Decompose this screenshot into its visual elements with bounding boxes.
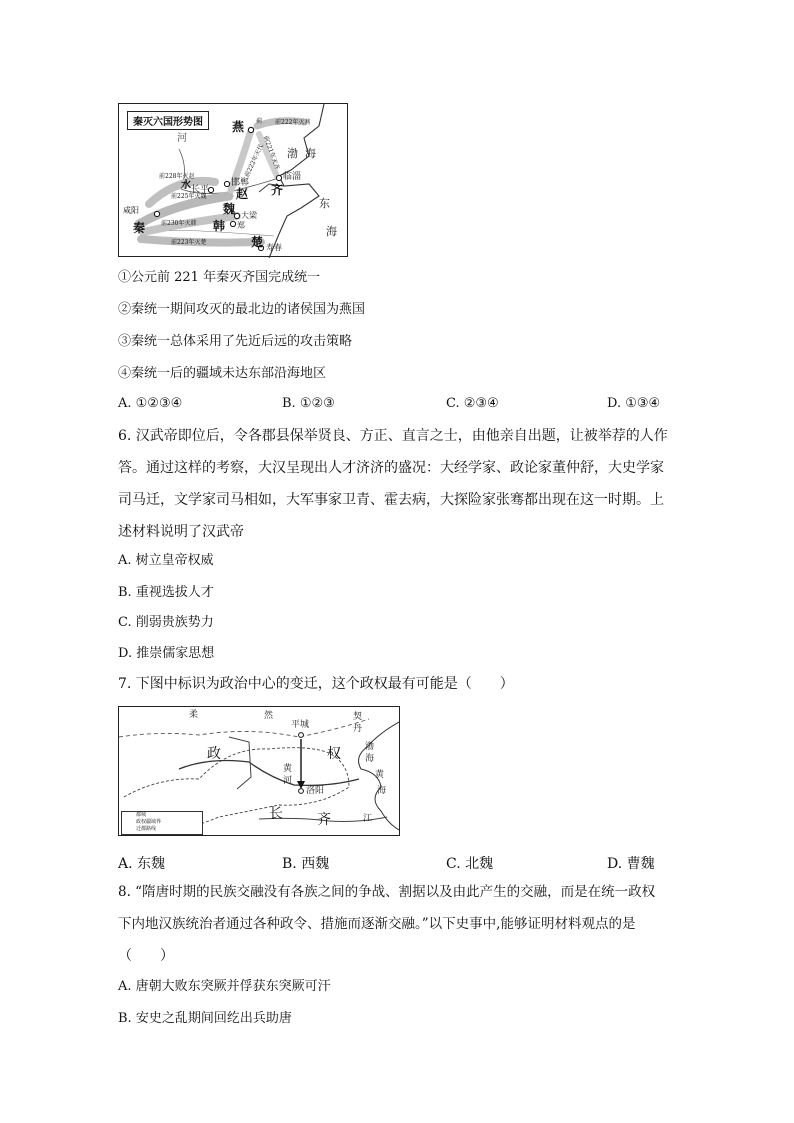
- map2-label: 洛阳: [306, 786, 325, 796]
- q5-statement: ④秦统一后的疆域未达东部沿海地区: [118, 366, 327, 381]
- q8-option-b[interactable]: B. 安史之乱期间回纥出兵助唐: [118, 1011, 292, 1026]
- q8-stem-line: （ ）: [118, 948, 174, 964]
- option-a[interactable]: A. ①②③④: [118, 396, 183, 411]
- sea-label: 渤: [287, 147, 298, 160]
- map2-label: 然: [264, 711, 274, 721]
- state-label: 楚: [251, 235, 264, 249]
- q5-statement: ②秦统一期间攻灭的最北边的诸侯国为燕国: [118, 302, 366, 317]
- capital-migration-map: [118, 706, 400, 836]
- q5-statement: ③秦统一总体采用了先近后远的攻击策略: [118, 334, 353, 349]
- map2-label: 契: [353, 712, 363, 722]
- legend-item: 都城: [136, 812, 147, 818]
- event-label: 前222年灭燕: [275, 119, 311, 126]
- map2-label: 河: [283, 776, 293, 786]
- q6-stem-line: 述材料说明了汉武帝: [118, 524, 244, 540]
- state-label: 秦: [133, 221, 146, 235]
- map2-label: 柔: [189, 710, 199, 720]
- city-label: 咸阳: [123, 206, 139, 215]
- city-label: 大梁: [241, 211, 257, 220]
- map2-label: 丹: [353, 724, 363, 734]
- map2-label: 江: [363, 814, 373, 824]
- map2-label: 权: [327, 746, 341, 762]
- q5-options: [118, 396, 698, 414]
- q6-option-b[interactable]: B. 重视选拔人才: [118, 585, 214, 600]
- state-label: 赵: [236, 187, 249, 201]
- map2-label: 黄: [375, 770, 385, 780]
- q7-options: [118, 853, 698, 871]
- map2-label: 长: [269, 806, 283, 822]
- city-label: 郑: [237, 221, 245, 230]
- river-label: 水: [181, 180, 191, 191]
- q8-stem-line: 下内地汉族统治者通过各种政令、措施而逐渐交融。”以下史事中,能够证明材料观点的是: [118, 916, 636, 932]
- legend-item: 迁都路线: [136, 826, 157, 832]
- city-label: 临淄: [283, 172, 302, 182]
- city-label: 邯郸: [231, 178, 250, 188]
- map1-title: 秦灭六国形势图: [127, 111, 209, 130]
- qin-unification-map: [118, 103, 348, 257]
- city-label: 蓟: [256, 118, 263, 125]
- q8-stem-line: 8. “隋唐时期的民族交融没有各族之间的争战、割据以及由此产生的交融，而是在统一政权: [118, 884, 656, 900]
- map2-label: 齐: [317, 812, 331, 828]
- legend-item: 政权疆域界: [136, 819, 162, 825]
- event-label: 前228年灭赵: [159, 173, 195, 180]
- city-label: 寿春: [266, 243, 282, 252]
- event-label: 前225年灭魏: [171, 193, 207, 200]
- q6-option-a[interactable]: A. 树立皇帝权威: [118, 553, 214, 568]
- map2-label: 海: [365, 754, 375, 764]
- map2-legend: [121, 811, 203, 835]
- q6-stem-line: 司马迁，文学家司马相如，大军事家卫青、霍去病，大探险家张骞都出现在这一时期。上: [118, 492, 664, 508]
- option-c[interactable]: C. ②③④: [446, 396, 499, 411]
- q6-option-c[interactable]: C. 削弱贵族势力: [118, 615, 214, 630]
- option-a[interactable]: A. 东魏: [118, 856, 166, 872]
- option-d[interactable]: D. ①③④: [607, 396, 661, 411]
- sea-label: 东: [319, 197, 330, 210]
- q8-option-a[interactable]: A. 唐朝大败东突厥并俘获东突厥可汗: [118, 979, 331, 994]
- q5-statement: ①公元前 221 年秦灭齐国完成统一: [118, 270, 321, 285]
- q6-option-d[interactable]: D. 推崇儒家思想: [118, 646, 215, 661]
- event-label: 前223年灭楚: [171, 239, 207, 246]
- q6-stem-line: 答。通过这样的考察，大汉呈现出人才济济的盛况：大经学家、政论家董仲舒，大史学家: [118, 460, 664, 476]
- sea-label: 海: [305, 147, 316, 160]
- option-d[interactable]: D. 曹魏: [607, 856, 655, 872]
- state-label: 齐: [271, 183, 284, 197]
- map2-label: 平城: [291, 720, 310, 730]
- map2-label: 黄: [283, 764, 293, 774]
- state-label: 魏: [223, 202, 236, 216]
- state-label: 燕: [232, 120, 245, 134]
- state-label: 韩: [213, 219, 226, 233]
- river-label: 河: [177, 133, 187, 144]
- city-label: 长平: [191, 185, 210, 195]
- event-label: 前221年灭齐: [261, 134, 281, 171]
- map2-label: 海: [377, 786, 387, 796]
- map2-label: 渤: [365, 742, 375, 752]
- map2-label: 政: [207, 746, 221, 762]
- sea-label: 海: [326, 225, 337, 238]
- q7-stem: 7. 下图中标识为政治中心的变迁，这个政权最有可能是（ ）: [118, 676, 514, 692]
- event-label: 前230年灭韩: [161, 220, 197, 227]
- option-b[interactable]: B. ①②③: [282, 396, 335, 411]
- event-label: 前222年灭代: [243, 143, 265, 179]
- q6-stem-line: 6. 汉武帝即位后，令各郡县保举贤良、方正、直言之士，由他亲自出题，让被举荐的人作: [118, 428, 668, 444]
- option-c[interactable]: C. 北魏: [446, 856, 494, 872]
- option-b[interactable]: B. 西魏: [282, 856, 330, 872]
